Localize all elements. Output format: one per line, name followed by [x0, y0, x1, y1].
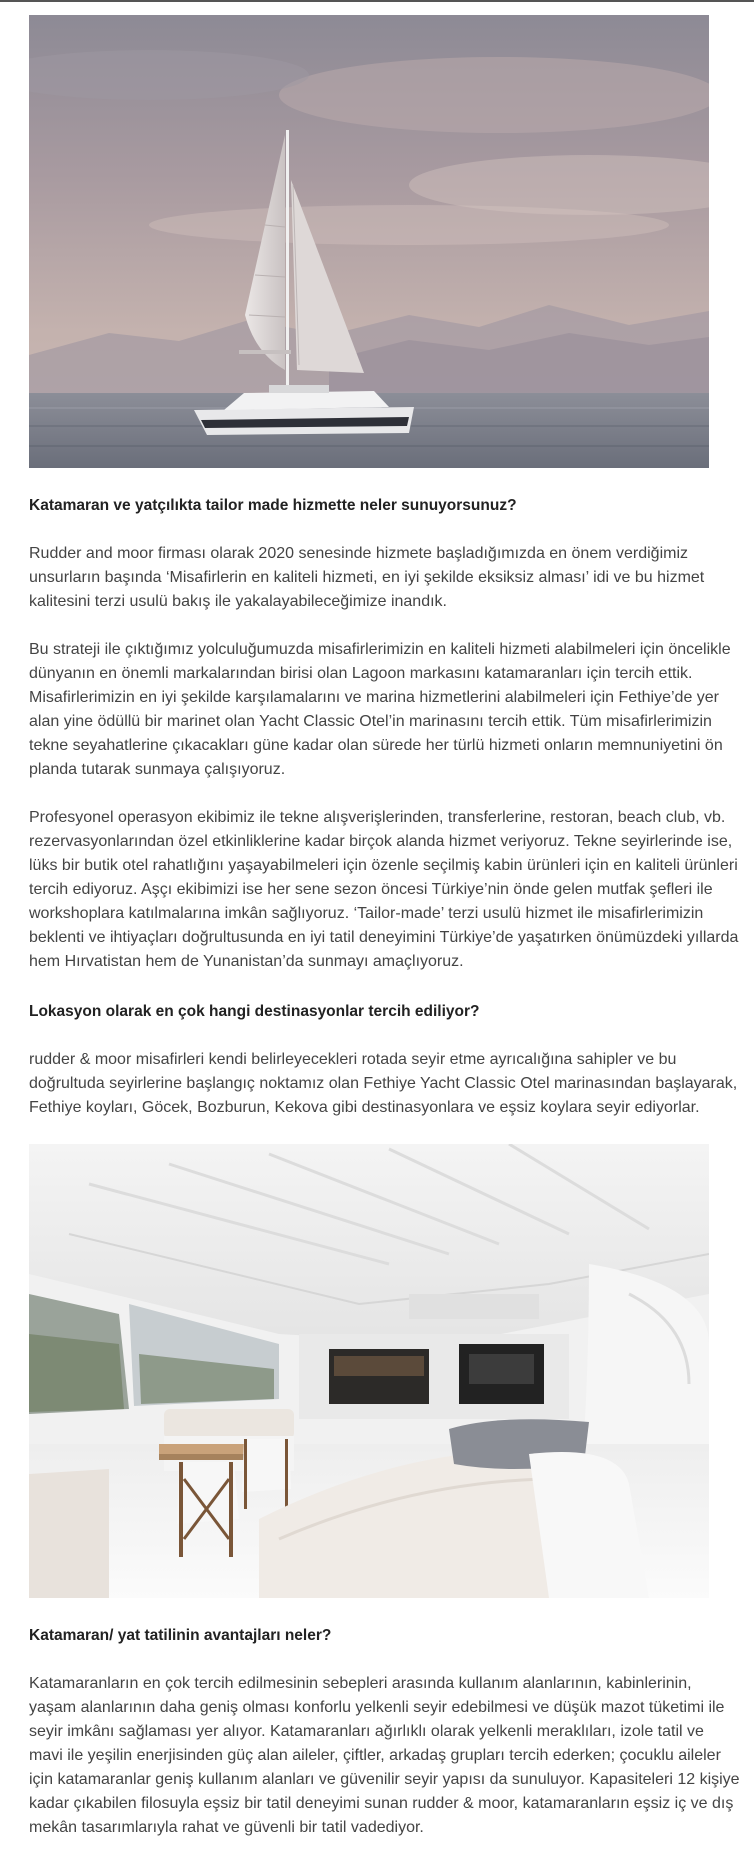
paragraph-destinations: rudder & moor misafirleri kendi belirleyecekleri rotada seyir etme ayrıcalığına sahipler ve bu doğrultuda seyirlerine başlangıç noktamız olan Fethiye Yacht Classic Otel marinasından başlayarak, Fethiye koyları, Göcek, Bozburun, Kekova gibi destinasyonlara ve eşsiz koylara seyir ediyorlar. [29, 1051, 738, 1116]
paragraph-intro: Rudder and moor firması olarak 2020 senesinde hizmete başladığımızda en önem verdiğimiz unsurların başında ‘Misafirlerin en kaliteli hizmeti, en iyi şekilde eksiksiz alması’ idi ve bu hizmet kalitesini terzi usulü bakış ile yakalayabileceğimize inandık. [29, 545, 705, 610]
catamaran-sailing-photo [29, 15, 709, 468]
paragraph-advantages: Katamaranların en çok tercih edilmesinin sebepleri arasında kullanım alanlarının, kabinlerinin, yaşam alanlarının daha geniş olması konforlu yelkenli seyir edebilmesi ve düşük mazot tüketimi ile seyir imkânı sağlaması yer alıyor. Katamaranları ağırlıklı olarak yelkenli meraklıları, izole tatil ve mavi ile yeşilin enerjisinden güç alan aileler, çiftler, arkadaş grupları tercih ederken; çocuklu aileler için katamaranlar geniş kullanım alanları ve güvenilir seyir yapısı da sunuluyor. Kapasiteleri 12 kişiye kadar çıkabilen filosuyla eşsiz bir tatil deneyimi sunan rudder & moor, katamaranların eşsiz iç ve dış mekân tasarımlarıyla rahat ve güvenli bir tatil vadediyor. [29, 1675, 740, 1836]
paragraph-operations: Profesyonel operasyon ekibimiz ile tekne alışverişlerinden, transferlerine, restoran, beach club, vb. rezervasyonlarından özel etkinliklerine kadar birçok alanda hizmet veriyoruz. Tekne seyirlerinde ise, lüks bir butik otel rahatlığını yaşayabilmeleri için özenle seçilmiş kabin ürünleri için en kaliteli ürünleri tercih ediyoruz. Aşçı ekibimizi ise her sene sezon öncesi Türkiye’nin önde gelen mutfak şefleri ile workshoplara katılmalarına imkân sağlıyoruz. ‘Tailor-made’ terzi usulü hizmet ile misafirlerimizin beklenti ve ihtiyaçları doğrultusunda en iyi tatil deneyimini Türkiye’de yaşatırken önümüzdeki yıllarda hem Hırvatistan hem de Yunanistan’da sunmayı amaçlıyoruz. [29, 809, 739, 970]
article-content [29, 15, 741, 1840]
catamaran-interior-photo [29, 1144, 709, 1598]
section-heading-destinations: Lokasyon olarak en çok hangi destinasyonlar tercih ediliyor? [29, 1003, 480, 1020]
top-border [0, 0, 754, 2]
section-heading-tailor-made: Katamaran ve yatçılıkta tailor made hizmette neler sunuyorsunuz? [29, 497, 517, 514]
section-heading-advantages: Katamaran/ yat tatilinin avantajları neler? [29, 1627, 332, 1644]
paragraph-strategy: Bu strateji ile çıktığımız yolculuğumuzda misafirlerimizin en kaliteli hizmeti alabilmeleri için öncelikle dünyanın en önemli markalarından birisi olan Lagoon markasını katamaranları için tercih ettik. Misafirlerimizin en iyi şekilde karşılamalarını ve marina hizmetlerini alabilmeleri için Fethiye’de yer alan yine ödüllü bir marinet olan Yacht Classic Otel’in marinasını tercih ettik. Tüm misafirlerimizin tekne seyahatlerine çıkacakları güne kadar olan sürede her türlü hizmeti onların memnuniyetini ön planda tutarak sunmaya çalışıyoruz. [29, 641, 731, 778]
